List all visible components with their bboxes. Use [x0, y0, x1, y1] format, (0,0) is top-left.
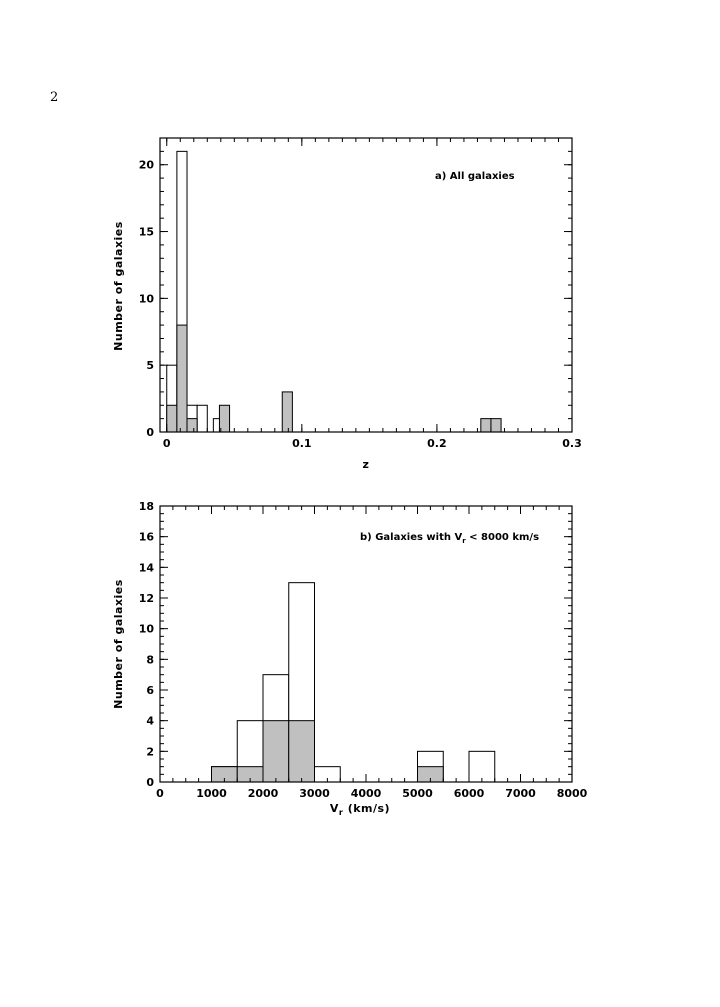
panel-annotation — [360, 532, 539, 545]
y-tick-label: 10 — [138, 292, 154, 306]
bar-subset-5 — [481, 419, 491, 432]
x-tick-label: 0.3 — [562, 437, 582, 450]
bar-subset-2 — [187, 419, 197, 432]
x-axis-title — [330, 802, 390, 817]
y-axis-title: Number of galaxies — [112, 579, 125, 709]
y-tick-label: 6 — [146, 684, 154, 697]
x-tick-label: 8000 — [556, 787, 588, 800]
x-axis-title-tail: (km/s) — [343, 802, 391, 815]
panel-annotation — [435, 171, 515, 182]
bar-subset-4 — [282, 392, 292, 432]
y-tick-label: 4 — [146, 714, 154, 728]
bar-subset-6 — [491, 419, 501, 432]
y-tick-label: 20 — [138, 158, 154, 172]
bar-subset-3 — [219, 405, 229, 432]
annotation-sub: r — [462, 537, 466, 545]
x-tick-label: 1000 — [196, 787, 227, 800]
bar-subset-0 — [167, 405, 177, 432]
bar-subset-2 — [263, 721, 289, 782]
y-tick-label: 0 — [146, 776, 154, 789]
y-tick-label: 18 — [138, 500, 154, 513]
x-axis-title — [363, 458, 370, 471]
x-tick-label: 6000 — [453, 787, 485, 800]
x-tick-label: 4000 — [350, 787, 382, 800]
x-tick-label: 0 — [156, 787, 164, 800]
chart-panel-b — [112, 500, 588, 817]
y-tick-label: 10 — [138, 622, 154, 636]
plot-frame — [160, 138, 572, 432]
bar-all-3 — [197, 405, 207, 432]
x-axis-title-main: z — [362, 458, 370, 471]
page-number: 2 — [50, 90, 59, 105]
chart-panel-a — [112, 138, 582, 471]
plot-frame — [160, 506, 572, 782]
y-tick-label: 8 — [146, 653, 154, 667]
annotation-main: a) All galaxies — [435, 171, 515, 182]
y-tick-label: 15 — [138, 225, 154, 239]
y-axis-title: Number of galaxies — [112, 221, 125, 351]
bar-subset-3 — [289, 721, 315, 782]
x-tick-label: 3000 — [299, 787, 330, 800]
y-tick-label: 16 — [138, 530, 154, 544]
y-tick-label: 5 — [146, 359, 154, 373]
x-axis-title-sub: r — [338, 808, 344, 817]
x-axis-title-main: V — [329, 802, 339, 815]
bar-subset-1 — [177, 325, 187, 432]
y-tick-label: 14 — [138, 561, 154, 575]
x-tick-label: 5000 — [402, 787, 433, 800]
x-tick-label: 7000 — [505, 787, 536, 800]
annotation-tail: < 8000 km/s — [465, 532, 540, 543]
x-tick-label: 0.1 — [292, 437, 312, 450]
bar-all-6 — [469, 751, 495, 782]
annotation-main: b) Galaxies with V — [360, 532, 463, 543]
y-tick-label: 0 — [146, 426, 154, 439]
x-tick-label: 0.2 — [427, 437, 447, 450]
y-tick-label: 12 — [138, 592, 154, 605]
y-tick-label: 2 — [146, 745, 154, 759]
x-tick-label: 2000 — [247, 787, 279, 800]
x-tick-label: 0 — [162, 437, 171, 450]
